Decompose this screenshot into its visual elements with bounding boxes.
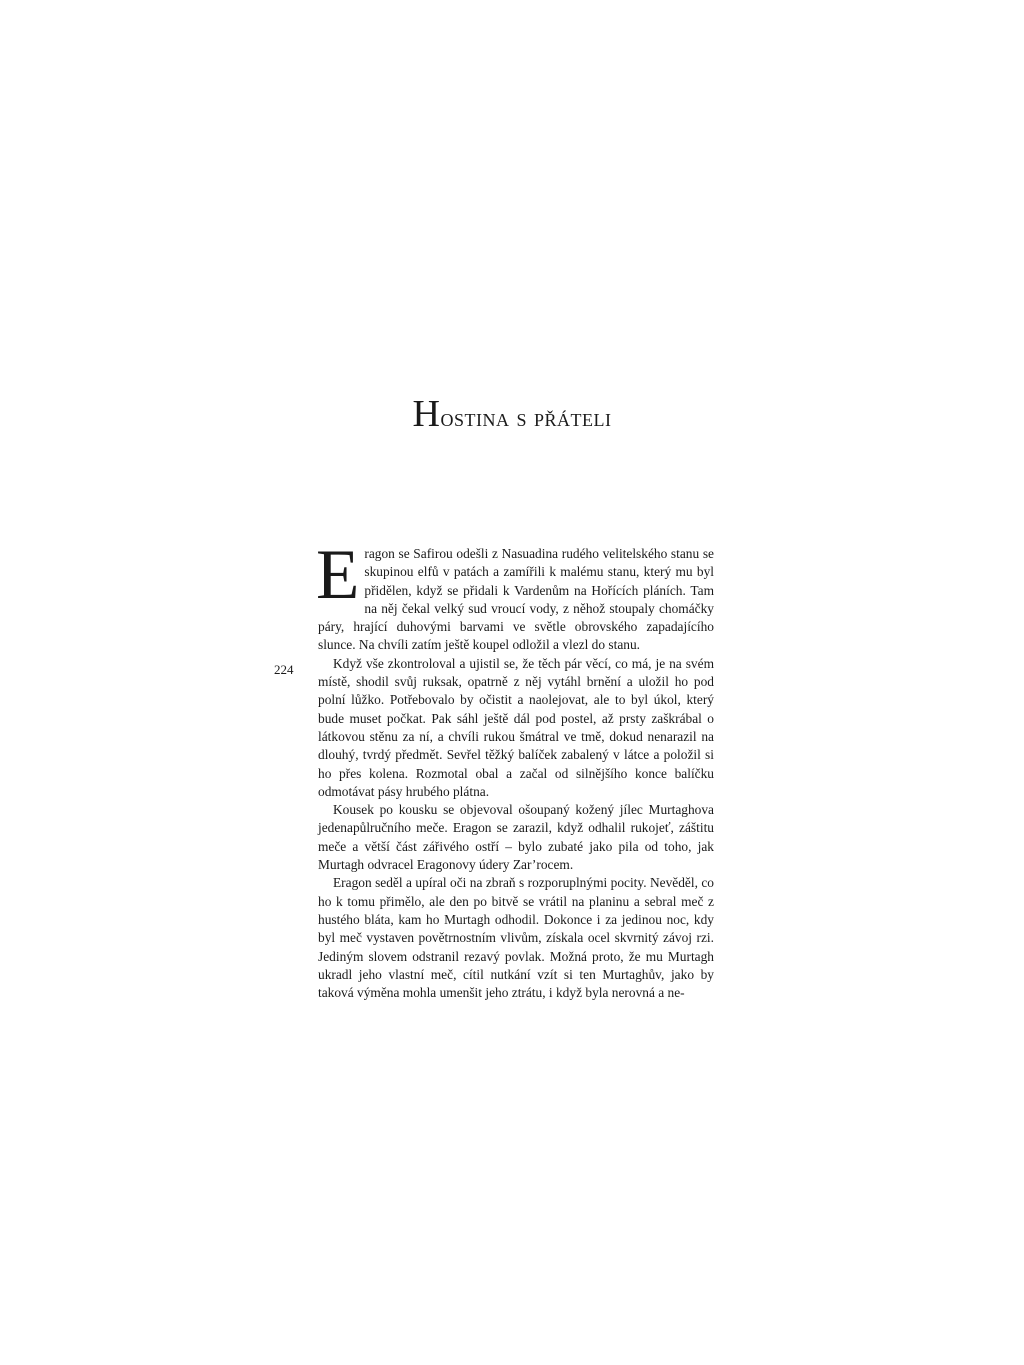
chapter-title-initial: H [412,393,441,435]
chapter-title [0,392,1024,440]
paragraph-3: Kousek po kousku se objevoval ošoupaný kožený jílec Murtaghova jedenapůlručního meče. Eragon se zarazil, když odhalil rukojeť, záštitu meče a větší část zářivého ostří – bylo zubaté jako pila od toho, jak Murtagh odvracel Eragonovy údery Zar’rocem. [318,802,714,873]
paragraph-1 [316,536,714,655]
paragraph-1-text: ragon se Safirou odešli z Nasuadina rudého velitelského stanu se skupinou elfů v patách a zamířili k malému stanu, který mu byl přidělen, když se přidali k Vardenům na Hořících pláních. Tam na něj čekal velký sud vroucí vody, z něhož stoupaly chomáčky páry, hrající duhovými barvami ve světle obrovského zapadajícího slunce. Na chvíli zatím ještě koupel odložil a vlezl do stanu. [318,546,714,653]
chapter-title-rest: ostina s přáteli [440,403,612,432]
drop-cap: E [316,536,360,614]
paragraph-2: Když vše zkontroloval a ujistil se, že těch pár věcí, co má, je na svém místě, shodil svůj ruksak, opatrně z něj vytáhl brnění a uložil ho pod polní lůžko. Potřebovalo by očistit a naolejovat, ale to byl úkol, který bude muset počkat. Pak sáhl ještě dál pod postel, až prsty zaškrábal o látkovou stěnu za ní, a chvíli rukou šmátral ve tmě, dokud nenarazil na dlouhý, tvrdý předmět. Sevřel těžký balíček zabalený v látce a položil si ho přes kolena. Rozmotal obal a začal od silnějšího konce balíčku odmotávat pásy hrubého plátna. [318,655,714,799]
page-number: 224 [274,662,294,677]
paragraph-4: Eragon seděl a upíral oči na zbraň s rozporuplnými pocity. Nevěděl, co ho k tomu přimělo, ale den po bitvě se vrátil na planinu a sebral meč z hustého bláta, kam ho Murtagh odhodil. Dokonce i za jedinou noc, kdy byl meč vystaven povětrnostním vlivům, získala ocel skvrnitý závoj rzi. Jediným slovem odstranil rezavý povlak. Možná proto, že mu Murtagh ukradl jeho vlastní meč, cítil nutkání vzít si ten Murtaghův, jako by taková výměna mohla umenšit jeho ztrátu, i když byla nerovná a ne- [318,875,714,1001]
body-text [316,536,714,1002]
